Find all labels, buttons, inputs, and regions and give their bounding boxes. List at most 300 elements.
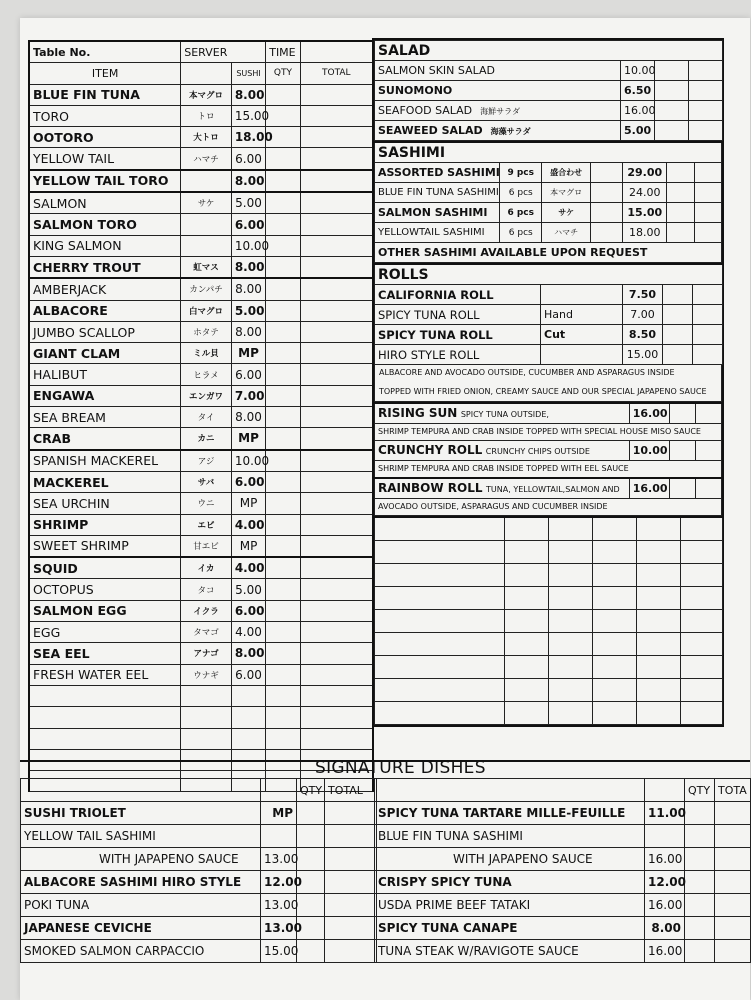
blank-cell[interactable] [375,632,505,655]
crunchy-roll-name: CRUNCHY ROLL [378,443,483,458]
sushi-item-japanese: トロ [181,105,232,126]
sushi-total-field[interactable] [300,385,373,406]
blank-cell[interactable] [505,540,549,563]
blank-cell[interactable] [231,707,265,728]
sushi-total-field[interactable] [300,664,373,685]
sushi-item-japanese: エビ [181,514,232,535]
item-column-header: ITEM [29,63,181,84]
sushi-qty-field[interactable] [266,643,300,664]
signature-total-field[interactable] [715,871,751,894]
signature-total-field[interactable] [325,940,377,963]
sushi-item-price: 6.00 [231,364,265,385]
sushi-qty-field[interactable] [266,148,300,170]
time-field[interactable] [300,41,373,63]
blank-cell[interactable] [681,655,723,678]
table-row [375,871,751,894]
blank-row [375,609,723,632]
signature-qty-field[interactable] [685,917,715,940]
blank-cell[interactable] [681,517,723,541]
table-row [29,450,373,472]
sushi-item-price: 8.00 [231,278,265,300]
blank-order-grid [374,516,723,725]
signature-total-field[interactable] [715,848,751,871]
crunchy-roll-qty[interactable] [669,440,695,460]
table-row [29,493,373,514]
sushi-qty-field[interactable] [266,192,300,214]
rising-sun-qty[interactable] [669,403,695,424]
roll-item-name: CALIFORNIA ROLL [375,285,541,305]
salad-item-price: 16.00 [621,101,655,121]
salad-title: SALAD [375,41,723,61]
blank-row [375,701,723,724]
table-row [29,471,373,492]
blank-cell[interactable] [637,540,681,563]
signature-total-field[interactable] [325,825,377,848]
signature-dish-price: 16.00 [645,848,685,871]
roll-total-field[interactable] [693,345,723,365]
roll-total-field[interactable] [693,285,723,305]
sushi-total-field[interactable] [300,450,373,472]
sushi-item-price: 6.00 [231,664,265,685]
sushi-item-name: CRAB [29,428,181,450]
table-row [375,203,722,223]
signature-dish-price [645,825,685,848]
blank-cell[interactable] [375,517,505,541]
sushi-total-field[interactable] [300,579,373,600]
signature-qty-field[interactable] [685,894,715,917]
salad-item-name: SALMON SKIN SALAD [378,64,495,77]
sushi-item-price: 8.00 [231,643,265,664]
blank-cell[interactable] [300,685,373,706]
signature-total-field[interactable] [715,940,751,963]
sushi-item-name: YELLOW TAIL [29,148,181,170]
sushi-item-price: MP [231,493,265,514]
salad-total-field[interactable] [689,121,723,141]
sushi-item-name: MACKEREL [29,471,181,492]
sushi-total-field[interactable] [300,407,373,428]
sushi-total-field[interactable] [300,364,373,385]
table-row [375,825,751,848]
rising-sun-total[interactable] [695,403,721,424]
blank-cell[interactable] [375,609,505,632]
signature-qty-field[interactable] [297,894,325,917]
sushi-qty-field[interactable] [266,300,300,321]
sushi-qty-field[interactable] [266,428,300,450]
roll-total-field[interactable] [693,305,723,325]
blank-cell[interactable] [681,632,723,655]
signature-total-field[interactable] [325,917,377,940]
sushi-qty-field[interactable] [266,622,300,643]
rainbow-roll-qty[interactable] [669,478,695,499]
hiro-desc-line-1: ALBACORE AND AVOCADO OUTSIDE, CUCUMBER AND ASPARAGUS INSIDE [379,368,675,377]
sushi-qty-field[interactable] [266,471,300,492]
signature-qty-field[interactable] [685,940,715,963]
sushi-qty-field[interactable] [266,343,300,364]
crunchy-roll-desc: SHRIMP TEMPURA AND CRAB INSIDE TOPPED WITH EEL SAUCE [375,460,722,478]
blank-cell[interactable] [637,632,681,655]
table-row [29,428,373,450]
salad-qty-field[interactable] [655,101,689,121]
roll-item-price: 15.00 [623,345,663,365]
table-row [21,917,377,940]
blank-cell[interactable] [549,609,593,632]
blank-cell[interactable] [637,517,681,541]
sushi-item-price: MP [231,343,265,364]
signature-qty-field[interactable] [297,848,325,871]
signature-dish-name: TUNA STEAK W/RAVIGOTE SAUCE [375,940,645,963]
rainbow-roll-total[interactable] [695,478,721,499]
blank-cell[interactable] [505,678,549,701]
sushi-qty-field[interactable] [266,535,300,557]
table-no-label: Table No. [29,41,181,63]
signature-qty-field[interactable] [685,825,715,848]
blank-cell[interactable] [681,609,723,632]
table-row [21,871,377,894]
signature-total-field[interactable] [715,802,751,825]
signature-total-field[interactable] [325,802,377,825]
sushi-total-field[interactable] [300,321,373,342]
blank-cell[interactable] [681,540,723,563]
blank-cell[interactable] [181,728,232,749]
sushi-total-field[interactable] [300,256,373,278]
sushi-column-header: SUSHI [231,63,265,84]
sushi-total-field[interactable] [300,170,373,192]
sushi-qty-field[interactable] [266,214,300,235]
rolls-title: ROLLS [375,264,723,285]
sushi-qty-field[interactable] [266,278,300,300]
sushi-item-name: SALMON EGG [29,600,181,621]
salad-total-field[interactable] [689,61,723,81]
sushi-total-field[interactable] [300,557,373,579]
sushi-total-field[interactable] [300,493,373,514]
table-row [375,223,722,243]
sushi-item-japanese: サケ [181,192,232,214]
table-row [29,278,373,300]
salad-total-field[interactable] [689,81,723,101]
table-row [29,535,373,557]
sushi-item-name: HALIBUT [29,364,181,385]
blank-cell[interactable] [637,678,681,701]
blank-cell[interactable] [505,609,549,632]
blank-cell[interactable] [549,655,593,678]
sushi-total-field[interactable] [300,300,373,321]
sushi-item-price: 18.00 [231,127,265,148]
signature-total-field[interactable] [325,894,377,917]
sashimi-total-field[interactable] [694,163,721,183]
sashimi-total-field[interactable] [694,183,721,203]
rainbow-roll-desc: AVOCADO OUTSIDE, ASPARAGUS AND CUCUMBER INSIDE [375,498,722,515]
sushi-qty-field[interactable] [266,235,300,256]
sushi-total-field[interactable] [300,192,373,214]
roll-item-name: SPICY TUNA ROLL [375,325,541,345]
blank-cell[interactable] [593,586,637,609]
salad-total-field[interactable] [689,101,723,121]
blank-cell[interactable] [637,563,681,586]
blank-cell[interactable] [549,563,593,586]
signature-dish-price: MP [261,802,297,825]
table-row [375,917,751,940]
blank-row [375,540,723,563]
salad-qty-field[interactable] [655,61,689,81]
sushi-item-name: OOTORO [29,127,181,148]
sushi-item-name: SEA BREAM [29,407,181,428]
sushi-total-field[interactable] [300,622,373,643]
blank-cell[interactable] [505,632,549,655]
sushi-qty-field[interactable] [266,493,300,514]
sushi-item-name: SHRIMP [29,514,181,535]
sushi-total-field[interactable] [300,343,373,364]
signature-right-table [374,778,751,963]
blank-cell[interactable] [266,728,300,749]
signature-dish-name: POKI TUNA [21,894,261,917]
blank-cell[interactable] [681,678,723,701]
blank-cell[interactable] [231,728,265,749]
blank-cell[interactable] [300,728,373,749]
crunchy-roll-total[interactable] [695,440,721,460]
blank-cell[interactable] [593,609,637,632]
sushi-item-japanese: ヒラメ [181,364,232,385]
sushi-total-field[interactable] [300,428,373,450]
sushi-qty-field[interactable] [266,170,300,192]
blank-cell[interactable] [266,685,300,706]
blank-cell[interactable] [681,586,723,609]
table-row [29,321,373,342]
blank-cell[interactable] [505,563,549,586]
blank-row [375,586,723,609]
blank-cell[interactable] [375,701,505,724]
sushi-total-field[interactable] [300,148,373,170]
salad-item [375,121,621,141]
signature-dish-name: WITH JAPAPENO SAUCE [21,848,261,871]
blank-cell[interactable] [29,728,181,749]
sashimi-qty-field[interactable] [667,223,694,243]
salad-item-price: 6.50 [621,81,655,101]
blank-cell[interactable] [637,586,681,609]
sushi-qty-field[interactable] [266,84,300,105]
sushi-total-field[interactable] [300,471,373,492]
sushi-qty-field[interactable] [266,557,300,579]
sashimi-item-japanese: ハマチ [542,223,590,243]
blank-cell[interactable] [181,685,232,706]
salad-qty-field[interactable] [655,81,689,101]
sashimi-table [374,141,722,263]
signature-qty-field[interactable] [297,825,325,848]
sushi-item-price: 6.00 [231,214,265,235]
signature-total-field[interactable] [715,894,751,917]
sushi-qty-field[interactable] [266,579,300,600]
sushi-item-price: 5.00 [231,579,265,600]
sushi-qty-field[interactable] [266,514,300,535]
sushi-total-field[interactable] [300,278,373,300]
signature-qty-field[interactable] [685,802,715,825]
blank-cell[interactable] [681,563,723,586]
sushi-qty-field[interactable] [266,256,300,278]
roll-item-option [541,285,623,305]
sushi-order-table [28,40,374,792]
sashimi-item-name: YELLOWTAIL SASHIMI [375,223,500,243]
sushi-total-field[interactable] [300,127,373,148]
time-label: TIME [266,41,300,63]
blank-cell[interactable] [375,540,505,563]
sushi-item-japanese: 本マグロ [181,84,232,105]
signature-total-field[interactable] [715,917,751,940]
sushi-qty-field[interactable] [266,364,300,385]
signature-dish-name: BLUE FIN TUNA SASHIMI [375,825,645,848]
signature-qty-field[interactable] [297,802,325,825]
sushi-item-name: SALMON [29,192,181,214]
sig-left-qty-header: QTY [297,779,325,802]
sushi-item-price: 8.00 [231,321,265,342]
salad-item-price: 5.00 [621,121,655,141]
table-row [29,170,373,192]
blank-cell[interactable] [637,655,681,678]
signature-total-field[interactable] [325,871,377,894]
blank-row [375,517,723,541]
table-row [375,285,723,305]
rising-sun-desc: SHRIMP TEMPURA AND CRAB INSIDE TOPPED WITH SPECIAL HOUSE MISO SAUCE [375,423,722,440]
roll-qty-field[interactable] [663,285,693,305]
blank-cell[interactable] [549,586,593,609]
sushi-total-field[interactable] [300,84,373,105]
sushi-item-price: 7.00 [231,385,265,406]
sushi-total-field[interactable] [300,514,373,535]
blank-cell[interactable] [375,655,505,678]
blank-row [375,632,723,655]
sushi-item-name: TORO [29,105,181,126]
signature-dish-price: 8.00 [645,917,685,940]
sashimi-total-field[interactable] [694,223,721,243]
rainbow-roll-name: RAINBOW ROLL [378,481,483,496]
sushi-item-name: SPANISH MACKEREL [29,450,181,472]
signature-qty-field[interactable] [297,940,325,963]
blank-cell[interactable] [231,685,265,706]
blank-cell[interactable] [549,517,593,541]
signature-qty-field[interactable] [685,871,715,894]
blank-cell[interactable] [593,540,637,563]
blank-cell[interactable] [549,678,593,701]
rising-sun-price: 16.00 [629,403,669,424]
sushi-item-price: 4.00 [231,514,265,535]
sushi-item-name: KING SALMON [29,235,181,256]
sushi-item-japanese [181,214,232,235]
right-panel [372,38,724,727]
blank-cell[interactable] [375,563,505,586]
sushi-total-field[interactable] [300,600,373,621]
sig-right-total-header: TOTA [715,779,751,802]
sashimi-qty-field[interactable] [667,203,694,223]
blank-cell[interactable] [505,586,549,609]
blank-cell[interactable] [300,707,373,728]
rainbow-roll-price: 16.00 [629,478,669,499]
sushi-total-field[interactable] [300,535,373,557]
sushi-total-field[interactable] [300,643,373,664]
blank-cell[interactable] [505,655,549,678]
sushi-total-field[interactable] [300,214,373,235]
sushi-qty-field[interactable] [266,105,300,126]
blank-cell[interactable] [593,678,637,701]
sushi-item-price: 8.00 [231,170,265,192]
table-row [375,894,751,917]
blank-cell[interactable] [593,701,637,724]
blank-cell[interactable] [29,685,181,706]
sushi-item-japanese [181,235,232,256]
blank-cell[interactable] [637,701,681,724]
sushi-qty-field[interactable] [266,321,300,342]
blank-cell[interactable] [505,517,549,541]
sushi-item-price: 4.00 [231,622,265,643]
table-row [375,121,723,141]
blank-cell[interactable] [593,563,637,586]
roll-qty-field[interactable] [663,305,693,325]
sashimi-qty-field[interactable] [667,183,694,203]
sushi-qty-field[interactable] [266,407,300,428]
table-row [375,940,751,963]
table-row [29,300,373,321]
sashimi-blank [590,183,622,203]
blank-cell[interactable] [593,517,637,541]
sashimi-qty-field[interactable] [667,163,694,183]
blank-cell[interactable] [181,707,232,728]
salad-item-name: SEAWEED SALAD [378,124,483,137]
roll-total-field[interactable] [693,325,723,345]
blank-cell[interactable] [549,701,593,724]
roll-item-option [541,345,623,365]
table-row [21,825,377,848]
signature-dish-name: ALBACORE SASHIMI HIRO STYLE [21,871,261,894]
roll-qty-field[interactable] [663,325,693,345]
sushi-total-field[interactable] [300,105,373,126]
blank-cell[interactable] [549,632,593,655]
signature-dish-price: 11.00 [645,802,685,825]
blank-cell[interactable] [681,701,723,724]
blank-cell[interactable] [29,707,181,728]
sushi-item-price: 5.00 [231,300,265,321]
signature-dish-price: 16.00 [645,940,685,963]
sashimi-blank [590,223,622,243]
sushi-qty-field[interactable] [266,385,300,406]
sushi-qty-field[interactable] [266,600,300,621]
signature-total-field[interactable] [325,848,377,871]
signature-left-table [20,778,377,963]
qty-column-header: QTY [266,63,300,84]
signature-total-field[interactable] [715,825,751,848]
crunchy-roll-sub: CRUNCHY CHIPS OUTSIDE [485,447,590,457]
sushi-item-japanese: 虹マス [181,256,232,278]
blank-cell[interactable] [505,701,549,724]
blank-cell[interactable] [266,707,300,728]
blank-cell[interactable] [637,609,681,632]
roll-qty-field[interactable] [663,345,693,365]
sushi-total-field[interactable] [300,235,373,256]
sushi-item-japanese: タマゴ [181,622,232,643]
sushi-qty-field[interactable] [266,450,300,472]
signature-qty-field[interactable] [685,848,715,871]
sushi-item-price: 6.00 [231,471,265,492]
sushi-item-name: SEA EEL [29,643,181,664]
salad-qty-field[interactable] [655,121,689,141]
blank-cell[interactable] [593,655,637,678]
sushi-item-name: EGG [29,622,181,643]
blank-cell[interactable] [549,540,593,563]
signature-dish-price: 13.00 [261,917,297,940]
sashimi-total-field[interactable] [694,203,721,223]
blank-cell[interactable] [375,586,505,609]
sushi-qty-field[interactable] [266,664,300,685]
table-row [29,514,373,535]
blank-cell[interactable] [375,678,505,701]
blank-cell[interactable] [593,632,637,655]
table-row [29,364,373,385]
